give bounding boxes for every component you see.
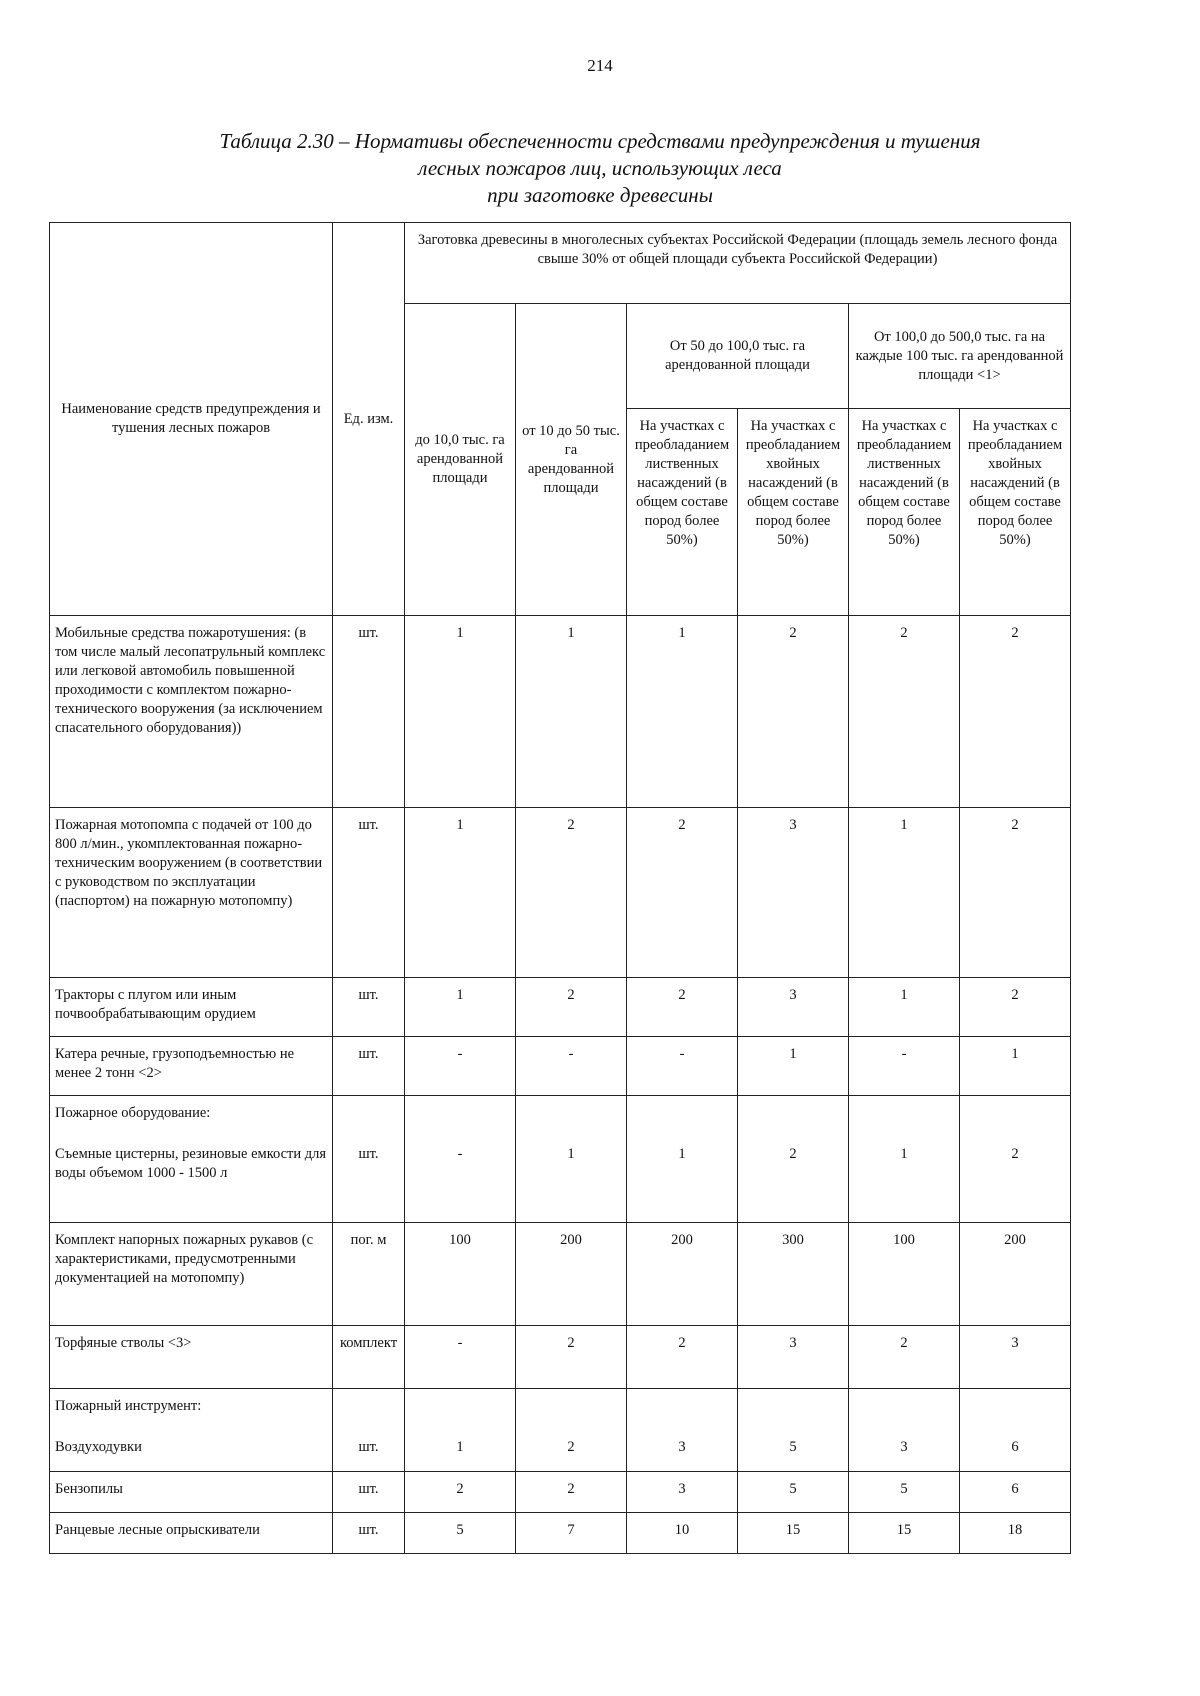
row-value: 2	[738, 616, 849, 808]
row-value: 1	[516, 1096, 627, 1223]
row-value: 3	[627, 1389, 738, 1472]
caption-line-1: Таблица 2.30 – Нормативы обеспеченности средствами предупреждения и тушения	[219, 129, 981, 153]
row-name: Тракторы с плугом или иным почвообрабатывающим орудием	[50, 978, 333, 1037]
page-number: 214	[587, 56, 613, 75]
row-name: Мобильные средства пожаротушения: (в том числе малый лесопатрульный комплекс или легковой автомобиль повышенной проходимости с комплектом пожарно-технического вооружения (за исключением спасательного оборудования))	[50, 616, 333, 808]
row-value: 2	[960, 616, 1071, 808]
row-value: 1	[405, 616, 516, 808]
row-name: Комплект напорных пожарных рукавов (с характеристиками, предусмотренными документацией на мотопомпу)	[50, 1223, 333, 1326]
row-unit: шт.	[333, 616, 405, 808]
row-value: 1	[405, 978, 516, 1037]
row-value: 1	[405, 808, 516, 978]
row-value: 2	[516, 808, 627, 978]
row-value: 2	[960, 978, 1071, 1037]
table-row	[50, 1389, 1071, 1472]
header-group: Заготовка древесины в многолесных субъектах Российской Федерации (площадь земель лесного фонда свыше 30% от общей площади субъекта Российской Федерации)	[405, 223, 1071, 304]
row-value: 1	[627, 1096, 738, 1223]
table-row	[50, 1472, 1071, 1513]
row-value: 3	[738, 1326, 849, 1389]
row-value: 6	[960, 1472, 1071, 1513]
table-row	[50, 1513, 1071, 1554]
row-value: -	[627, 1037, 738, 1096]
row-value: -	[405, 1096, 516, 1223]
row-value: 1	[516, 616, 627, 808]
row-name: Воздуходувки	[55, 1439, 142, 1455]
row-value: 2	[627, 978, 738, 1037]
header-range-1: От 50 до 100,0 тыс. га арендованной площади	[627, 304, 849, 409]
row-value: 1	[738, 1037, 849, 1096]
row-value: 2	[627, 1326, 738, 1389]
row-name: Пожарная мотопомпа с подачей от 100 до 800 л/мин., укомплектованная пожарно-техническим вооружением (в соответствии с руководством по эксплуатации (паспортом) на пожарную мотопомпу)	[50, 808, 333, 978]
row-unit: шт.	[333, 978, 405, 1037]
row-value: 1	[849, 1096, 960, 1223]
row-value: 200	[627, 1223, 738, 1326]
row-value: 7	[516, 1513, 627, 1554]
row-value: 2	[849, 616, 960, 808]
row-value: 2	[516, 1326, 627, 1389]
row-value: 1	[960, 1037, 1071, 1096]
row-value: 15	[738, 1513, 849, 1554]
table-row	[50, 1326, 1071, 1389]
row-unit: комплект	[333, 1326, 405, 1389]
row-value: 3	[849, 1389, 960, 1472]
header-row-1	[50, 223, 1071, 304]
header-sub-conifer: На участках с преобладанием хвойных насаждений (в общем составе пород более 50%)	[738, 409, 849, 616]
row-value: 5	[405, 1513, 516, 1554]
header-sub-deciduous: На участках с преобладанием лиственных насаждений (в общем составе пород более 50%)	[849, 409, 960, 616]
row-value: -	[405, 1326, 516, 1389]
row-value: 100	[849, 1223, 960, 1326]
row-group-label: Пожарный инструмент:	[55, 1398, 202, 1414]
row-value: 100	[405, 1223, 516, 1326]
row-value: 1	[849, 978, 960, 1037]
row-value: 2	[405, 1472, 516, 1513]
row-value: 15	[849, 1513, 960, 1554]
row-value: -	[849, 1037, 960, 1096]
header-col-1: до 10,0 тыс. га арендованной площади	[405, 304, 516, 616]
row-value: 3	[627, 1472, 738, 1513]
row-name: Катера речные, грузоподъемностью не менее 2 тонн <2>	[50, 1037, 333, 1096]
header-name: Наименование средств предупреждения и тушения лесных пожаров	[50, 223, 333, 616]
table-row	[50, 1037, 1071, 1096]
row-value: 2	[960, 808, 1071, 978]
row-value: 2	[627, 808, 738, 978]
caption-line-3: при заготовке древесины	[487, 183, 713, 207]
row-value: 5	[738, 1389, 849, 1472]
row-value: 200	[516, 1223, 627, 1326]
row-unit: пог. м	[333, 1223, 405, 1326]
header-col-2: от 10 до 50 тыс. га арендованной площади	[516, 304, 627, 616]
row-value: 2	[849, 1326, 960, 1389]
row-name: Съемные цистерны, резиновые емкости для воды объемом 1000 - 1500 л	[55, 1146, 327, 1181]
row-value: 5	[849, 1472, 960, 1513]
row-name-cell	[50, 1389, 333, 1472]
row-value: 3	[960, 1326, 1071, 1389]
row-unit: шт.	[333, 1037, 405, 1096]
row-value: 2	[516, 978, 627, 1037]
table-row	[50, 1096, 1071, 1223]
row-name-cell	[50, 1096, 333, 1223]
header-range-2: От 100,0 до 500,0 тыс. га на каждые 100 тыс. га арендованной площади <1>	[849, 304, 1071, 409]
row-value: 2	[516, 1389, 627, 1472]
row-name: Бензопилы	[50, 1472, 333, 1513]
header-sub-deciduous: На участках с преобладанием лиственных насаждений (в общем составе пород более 50%)	[627, 409, 738, 616]
row-value: 18	[960, 1513, 1071, 1554]
row-value: 300	[738, 1223, 849, 1326]
table-row	[50, 616, 1071, 808]
row-group-label: Пожарное оборудование:	[55, 1105, 211, 1121]
row-value: 6	[960, 1389, 1071, 1472]
row-unit: шт.	[333, 808, 405, 978]
row-value: 2	[738, 1096, 849, 1223]
row-value: 1	[405, 1389, 516, 1472]
row-value: 3	[738, 978, 849, 1037]
table-caption	[60, 128, 1140, 209]
row-value: 3	[738, 808, 849, 978]
row-name: Ранцевые лесные опрыскиватели	[50, 1513, 333, 1554]
table-row	[50, 978, 1071, 1037]
row-value: 1	[627, 616, 738, 808]
row-value: 2	[516, 1472, 627, 1513]
row-value: -	[516, 1037, 627, 1096]
row-unit: шт.	[333, 1513, 405, 1554]
row-value: 10	[627, 1513, 738, 1554]
table-row	[50, 808, 1071, 978]
row-unit: шт.	[333, 1096, 405, 1223]
header-unit: Ед. изм.	[333, 223, 405, 616]
row-unit: шт.	[333, 1472, 405, 1513]
norms-table	[49, 222, 1071, 1554]
row-value: -	[405, 1037, 516, 1096]
caption-line-2: лесных пожаров лиц, использующих леса	[418, 156, 782, 180]
table-row	[50, 1223, 1071, 1326]
row-name: Торфяные стволы <3>	[50, 1326, 333, 1389]
row-value: 1	[849, 808, 960, 978]
row-value: 2	[960, 1096, 1071, 1223]
row-value: 200	[960, 1223, 1071, 1326]
row-value: 5	[738, 1472, 849, 1513]
row-unit: шт.	[333, 1389, 405, 1472]
header-sub-conifer: На участках с преобладанием хвойных насаждений (в общем составе пород более 50%)	[960, 409, 1071, 616]
